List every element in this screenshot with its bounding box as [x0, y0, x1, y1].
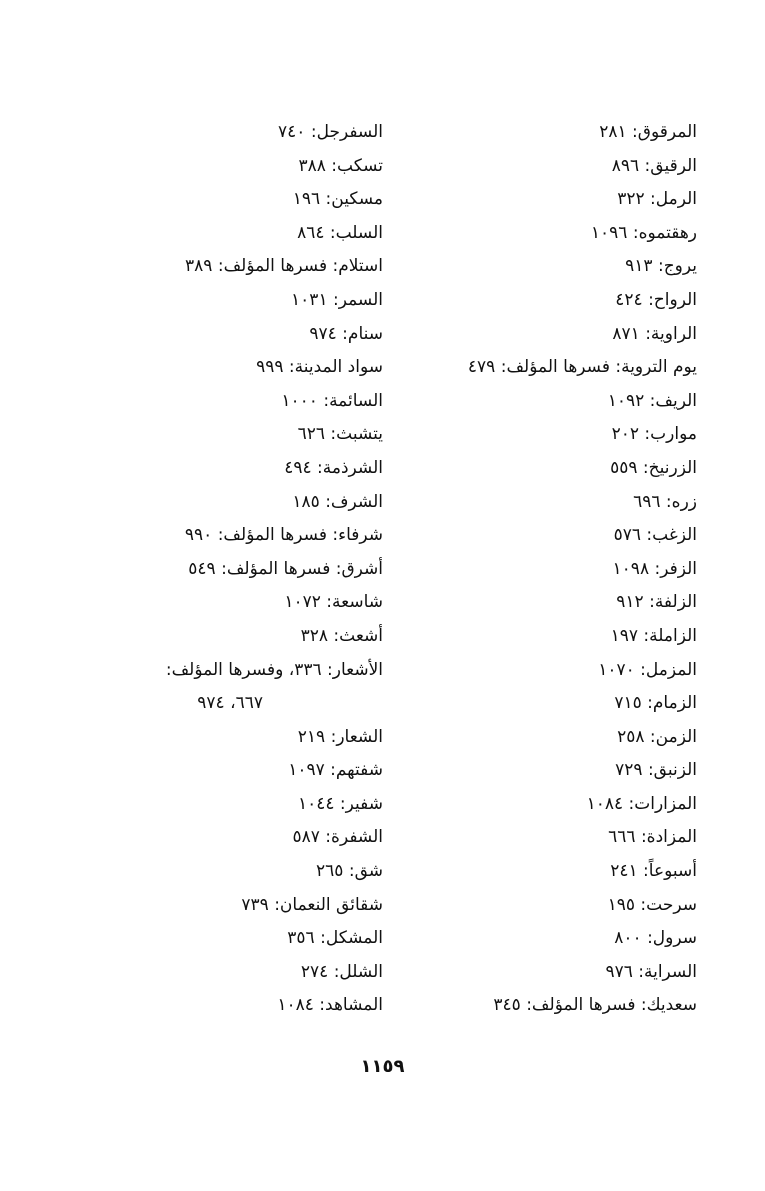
- index-entry: السائمة: ١٠٠٠: [281, 390, 383, 411]
- index-entry: الزغب: ٥٧٦: [613, 525, 697, 546]
- index-entry: المزمل: ١٠٧٠: [598, 659, 697, 680]
- index-entry: شفير: ١٠٤٤: [297, 793, 383, 814]
- index-entry: المزادة: ٦٦٦: [608, 827, 697, 848]
- index-entry: استلام: فسرها المؤلف: ٣٨٩: [185, 256, 383, 277]
- index-entry: الريف: ١٠٩٢: [607, 390, 697, 411]
- index-entry: شق: ٢٦٥: [316, 861, 383, 882]
- index-entry: المشكل: ٣٥٦: [287, 928, 383, 949]
- index-entry: أسبوعاً: ٢٤١: [610, 861, 697, 882]
- index-entry: الشفرة: ٥٨٧: [292, 827, 383, 848]
- index-entry: موارب: ٢٠٢: [611, 424, 697, 445]
- index-entry: شقائق النعمان: ٧٣٩: [241, 894, 383, 915]
- index-entry: الزمام: ٧١٥: [614, 693, 697, 714]
- index-entry: الشعار: ٢١٩: [297, 726, 383, 747]
- index-entry-continuation: ٦٦٧، ٩٧٤: [197, 693, 263, 714]
- index-entry: الزاملة: ١٩٧: [610, 625, 697, 646]
- index-entry: زره: ٦٩٦: [633, 491, 697, 512]
- index-entry: الرمل: ٣٢٢: [617, 189, 697, 210]
- index-entry: يروج: ٩١٣: [625, 256, 697, 277]
- index-entry: الشرذمة: ٤٩٤: [284, 457, 383, 478]
- index-entry: السراية: ٩٧٦: [605, 961, 697, 982]
- index-entry: أشرق: فسرها المؤلف: ٥٤٩: [188, 558, 383, 579]
- index-entry: الزلفة: ٩١٢: [616, 592, 697, 613]
- page-number: ١١٥٩: [360, 1056, 405, 1077]
- index-entry: السفرجل: ٧٤٠: [278, 122, 383, 142]
- index-column-left: [83, 116, 383, 1023]
- index-entry: شفتهم: ١٠٩٧: [288, 760, 383, 781]
- index-entry: الزمن: ٢٥٨: [617, 726, 697, 747]
- index-entry: تسكب: ٣٨٨: [298, 155, 383, 176]
- index-entry: شرفاء: فسرها المؤلف: ٩٩٠: [184, 525, 383, 546]
- index-entry: الزفر: ١٠٩٨: [612, 558, 697, 579]
- index-entry: سواد المدينة: ٩٩٩: [256, 357, 383, 378]
- index-entry: سعديك: فسرها المؤلف: ٣٤٥: [493, 995, 697, 1016]
- index-entry: الأشعار: ٣٣٦، وفسرها المؤلف:: [165, 659, 383, 680]
- index-entry: أشعث: ٣٢٨: [300, 625, 383, 646]
- index-entry: سرول: ٨٠٠: [614, 928, 697, 949]
- index-entry: سنام: ٩٧٤: [309, 323, 383, 344]
- index-entry: الزنبق: ٧٢٩: [615, 760, 697, 781]
- index-entry: الشرف: ١٨٥: [292, 491, 383, 512]
- index-entry: الرواح: ٤٢٤: [615, 289, 697, 310]
- index-column-right: [397, 116, 697, 1023]
- index-entry: الشلل: ٢٧٤: [300, 961, 383, 982]
- index-entry: السمر: ١٠٣١: [291, 289, 383, 310]
- index-entry: يتشبث: ٦٢٦: [297, 424, 383, 445]
- index-entry: المشاهد: ١٠٨٤: [277, 995, 383, 1016]
- index-entry: السلب: ٨٦٤: [297, 222, 383, 243]
- index-entry: رهقتموه: ١٠٩٦: [590, 222, 697, 243]
- index-entry: يوم التروية: فسرها المؤلف: ٤٧٩: [467, 357, 697, 378]
- index-entry: الرقيق: ٨٩٦: [611, 155, 697, 176]
- index-entry: الراوية: ٨٧١: [612, 323, 697, 344]
- index-entry: شاسعة: ١٠٧٢: [284, 592, 383, 613]
- index-entry: مسكين: ١٩٦: [292, 189, 383, 210]
- index-entry: المرقوق: ٢٨١: [599, 122, 697, 142]
- index-entry: سرحت: ١٩٥: [607, 894, 697, 915]
- index-entry: الزرنيخ: ٥٥٩: [610, 457, 697, 478]
- index-entry: المزارات: ١٠٨٤: [586, 793, 697, 814]
